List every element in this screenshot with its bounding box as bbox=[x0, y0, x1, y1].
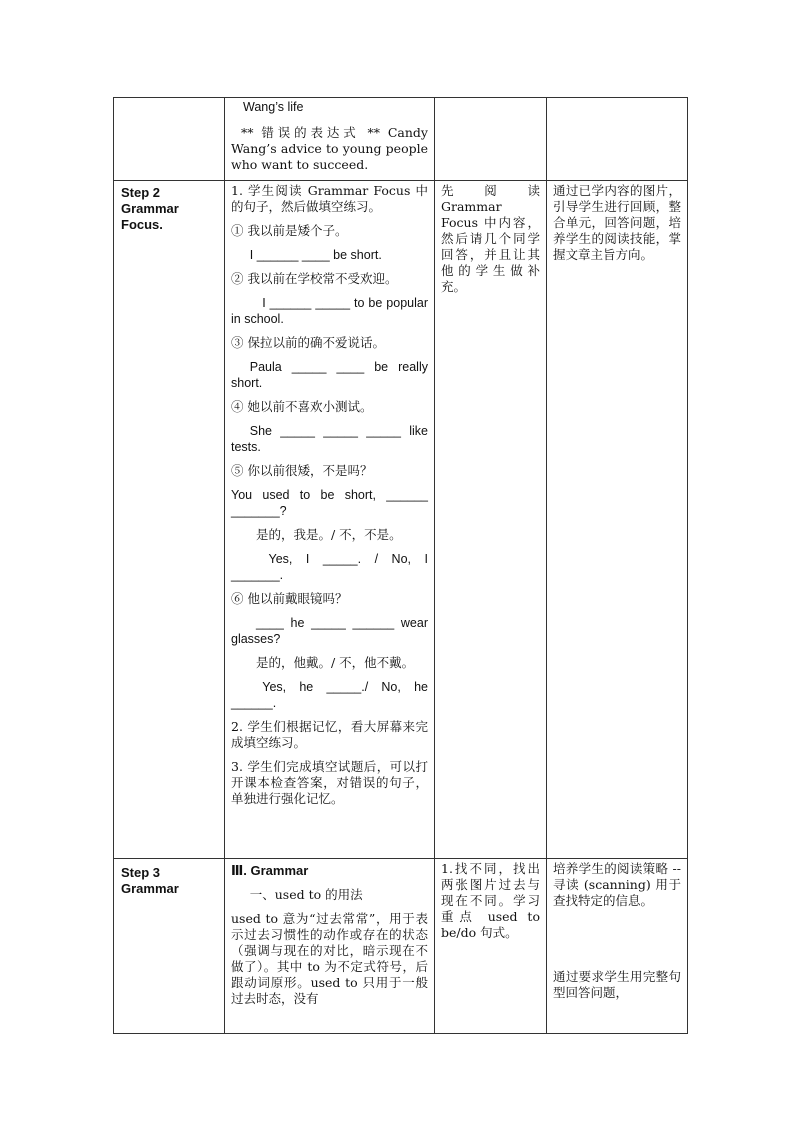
purpose-cell bbox=[547, 859, 688, 1034]
text-paragraph: 1.找不同，找出两张图片过去与现在不同。学习重点 used to be/do 句式。 bbox=[441, 861, 540, 940]
text-paragraph: 培养学生的阅读策略 -- 寻读 (scanning) 用于查找特定的信息。 bbox=[553, 861, 681, 908]
step-label: Grammar bbox=[121, 201, 179, 216]
teacher-activity-cell bbox=[435, 181, 547, 859]
text-paragraph: 通过已学内容的图片，引导学生进行回顾，整合单元，回答问题，培养学生的阅读技能，掌握文章主旨方向。 bbox=[553, 183, 681, 262]
text-line: ① 我以前是矮个子。 bbox=[231, 223, 348, 238]
text-line: Wang’s life bbox=[243, 100, 304, 114]
activity-cell bbox=[225, 98, 435, 181]
section-heading: Ⅲ. Grammar bbox=[231, 863, 309, 878]
text-paragraph: ** 错误的表达式 ** Candy Wang’s advice to young people who want to succeed. bbox=[231, 125, 428, 172]
activity-cell bbox=[225, 859, 435, 1034]
step-label: Grammar bbox=[121, 881, 179, 896]
text-line: Yes, I _____. / No, I _______. bbox=[231, 552, 428, 582]
text-line: ④ 她以前不喜欢小测试。 bbox=[231, 399, 373, 414]
table-row bbox=[114, 98, 688, 181]
table-row bbox=[114, 181, 688, 859]
text-line: 是的，他戴。/ 不，他不戴。 bbox=[256, 655, 415, 670]
purpose-cell bbox=[547, 181, 688, 859]
step-label: Step 2 bbox=[121, 185, 161, 200]
step-cell bbox=[114, 859, 225, 1034]
text-line: 是的，我是。/ 不，不是。 bbox=[256, 527, 402, 542]
text-line: I ______ ____ be short. bbox=[249, 248, 382, 262]
step-cell bbox=[114, 98, 225, 181]
text-paragraph: 1. 学生阅读 Grammar Focus 中的句子，然后做填空练习。 bbox=[231, 183, 428, 214]
text-line: ____ he _____ ______ wear glasses? bbox=[231, 616, 428, 646]
step-label: Step 3 bbox=[121, 865, 161, 880]
purpose-cell bbox=[547, 98, 688, 181]
text-line: Paula _____ ____ be really short. bbox=[231, 360, 428, 390]
text-line: ⑤ 你以前很矮，不是吗？ bbox=[231, 463, 373, 478]
teacher-activity-cell bbox=[435, 98, 547, 181]
text-line: You used to be short, ______ _______? bbox=[231, 488, 428, 518]
text-paragraph: 先阅读 Grammar Focus 中内容，然后请几个同学回答，并且让其他的学生做补充。 bbox=[441, 183, 540, 294]
text-paragraph: 3. 学生们完成填空试题后，可以打开课本检查答案，对错误的句子，单独进行强化记忆。 bbox=[231, 759, 428, 806]
step-label: Focus. bbox=[121, 217, 163, 232]
text-paragraph: 2. 学生们根据记忆，看大屏幕来完成填空练习。 bbox=[231, 719, 428, 750]
text-line: Yes, he _____./ No, he ______. bbox=[231, 680, 428, 710]
table-row bbox=[114, 859, 688, 1034]
lesson-plan-table bbox=[113, 97, 688, 1034]
text-paragraph: used to 意为“过去常常”，用于表示过去习惯性的动作或存在的状态（强调与现在的对比，暗示现在不做了）。其中 to 为不定式符号，后跟动词原形。used to 只用于一般过去时态，没有 bbox=[231, 911, 428, 1006]
teacher-activity-cell bbox=[435, 859, 547, 1034]
text-line: 一、used to 的用法 bbox=[249, 887, 363, 902]
text-line: ⑥ 他以前戴眼镜吗？ bbox=[231, 591, 348, 606]
text-line: ② 我以前在学校常不受欢迎。 bbox=[231, 271, 398, 286]
text-line: ③ 保拉以前的确不爱说话。 bbox=[231, 335, 385, 350]
text-paragraph: 通过要求学生用完整句型回答问题， bbox=[553, 969, 681, 1000]
step-cell bbox=[114, 181, 225, 859]
text-line: She _____ _____ _____ like tests. bbox=[231, 424, 428, 454]
activity-cell bbox=[225, 181, 435, 859]
text-line: I ______ _____ to be popular in school. bbox=[231, 296, 428, 326]
